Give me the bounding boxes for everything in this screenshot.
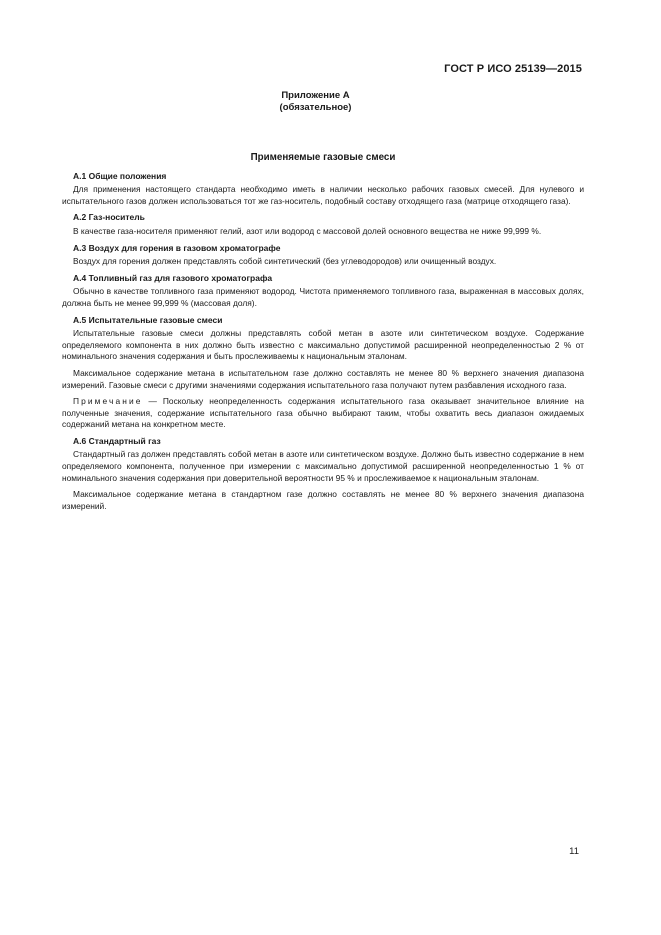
section-a5-paragraph-1: Испытательные газовые смеси должны представлять собой метан в азоте или синтетическом воздухе. Содержание определяемого компонента в них должно быть известно с максимально допустимой расширенной неопределенностью 2 % от номинального значения содержания и быть прослеживаемы к национальным эталонам. — [62, 328, 584, 362]
section-a3-paragraph: Воздух для горения должен представлять собой синтетический (без углеводородов) или очищенный воздух. — [73, 256, 497, 267]
section-a6-paragraph-1: Стандартный газ должен представлять собой метан в азоте или синтетическом воздухе. Должно быть известно содержание в нем определяемого компонента, полученное при измерении с максимально допустимой расширенной неопределенностью 1 % от номинального значения содержания при доверительной вероятности 95 % и прослеживаемое к национальным эталонам. — [62, 449, 584, 483]
section-heading-a4: А.4 Топливный газ для газового хроматографа — [73, 272, 273, 283]
section-a5-note — [62, 396, 584, 431]
document-body — [62, 152, 584, 517]
section-a1-paragraph: Для применения настоящего стандарта необходимо иметь в наличии несколько рабочих газовых смесей. Для нулевого и испытательного газов должен использоваться тот же газ-носитель, подобный составу отходящего газа (матрице отходящего газа). — [62, 184, 584, 206]
section-a4-paragraph: Обычно в качестве топливного газа применяют водород. Чистота применяемого топливного газа, выраженная в массовых долях, должна быть не менее 99,999 % (массовая доля). — [62, 286, 584, 308]
section-heading-a2: А.2 Газ-носитель — [73, 212, 145, 223]
annex-title: Приложение А — [281, 90, 350, 101]
page-number: 11 — [569, 846, 579, 857]
section-heading-a1: А.1 Общие положения — [73, 170, 167, 181]
section-heading-a3: А.3 Воздух для горения в газовом хроматографе — [73, 242, 281, 253]
section-heading-a6: А.6 Стандартный газ — [73, 435, 161, 446]
note-text: — Поскольку неопределенность содержания испытательного газа оказывает значительное влияние на полученные значения, содержание испытательного газа обычно выбирают таким, чтобы охватить весь диапазон ожидаемых содержаний метана на конкретном месте. — [62, 396, 584, 430]
annex-header — [0, 90, 631, 114]
section-a5-paragraph-2: Максимальное содержание метана в испытательном газе должно составлять не менее 80 % верхнего значения диапазона измерений. Газовые смеси с другими значениями содержания испытательного газа получают путем разбавления исходного газа. — [62, 367, 584, 390]
note-label: Примечание — [73, 396, 143, 407]
section-a2-paragraph: В качестве газа-носителя применяют гелий, азот или водород с массовой долей основного вещества не ниже 99,999 %. — [73, 225, 542, 236]
section-a6-paragraph-2: Максимальное содержание метана в стандартном газе должно составлять не менее 80 % верхнего значения диапазона измерений. — [62, 489, 584, 511]
section-heading-a5: А.5 Испытательные газовые смеси — [73, 314, 223, 325]
document-title: Применяемые газовые смеси — [250, 152, 396, 163]
standard-designation: ГОСТ Р ИСО 25139—2015 — [444, 63, 582, 75]
annex-status: (обязательное) — [279, 102, 352, 113]
